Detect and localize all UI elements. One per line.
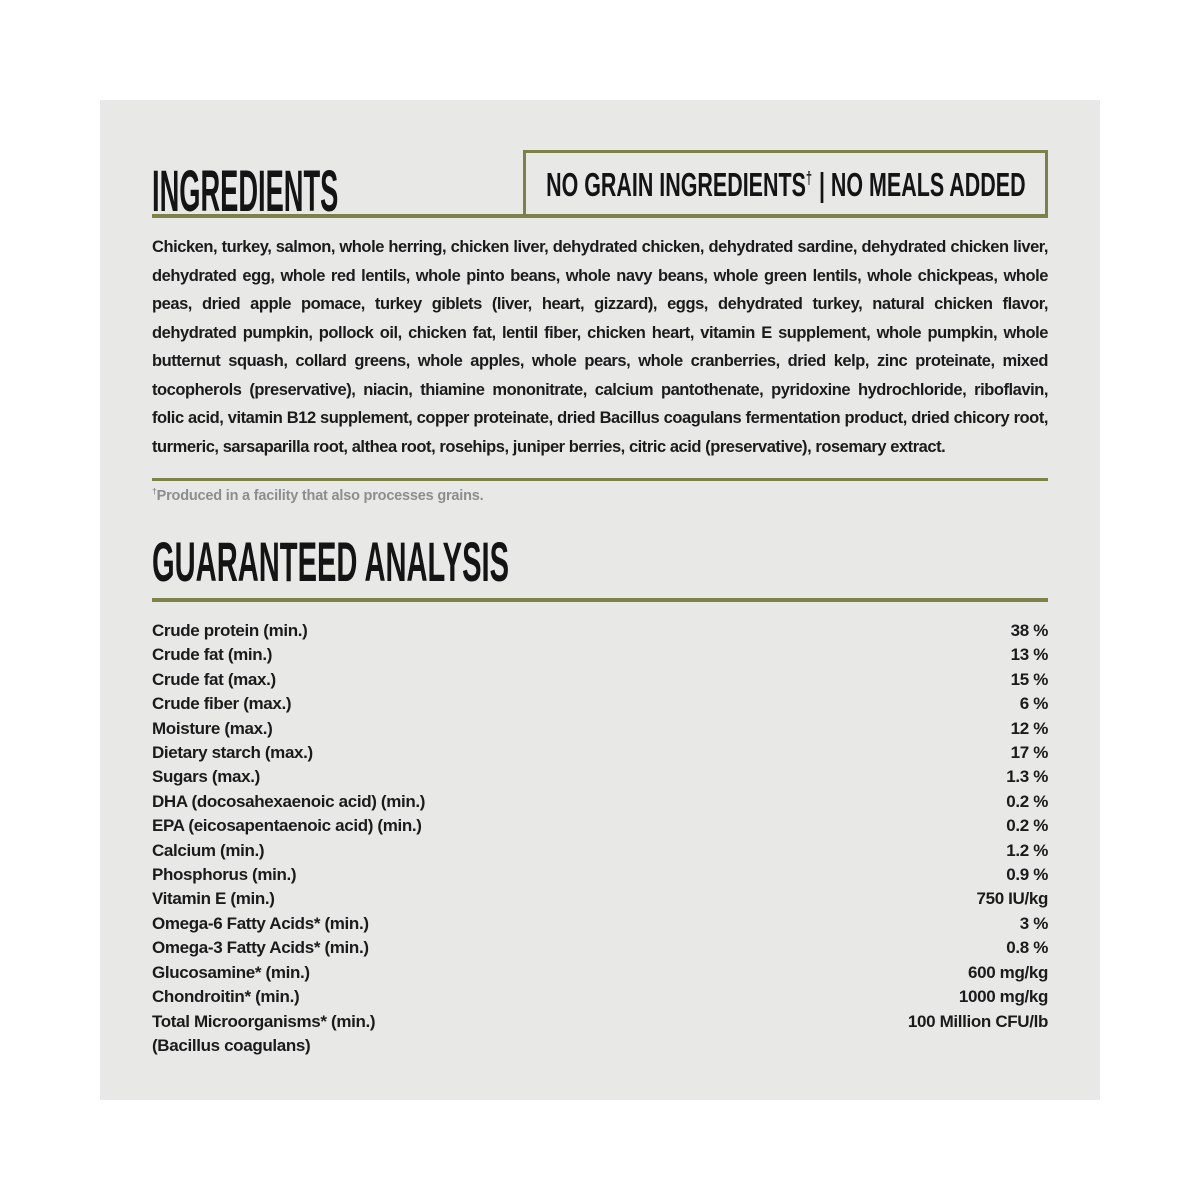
grain-facility-footnote <box>152 488 1048 504</box>
ga-row-label: Chondroitin* (min.) <box>152 987 300 1007</box>
ga-row-label: EPA (eicosapentaenoic acid) (min.) <box>152 816 422 836</box>
ga-row-value: 12 % <box>1010 718 1048 738</box>
table-row <box>152 912 1048 936</box>
table-row <box>152 692 1048 716</box>
ga-row-value: 750 IU/kg <box>976 889 1048 909</box>
ga-row-label: DHA (docosahexaenoic acid) (min.) <box>152 791 426 811</box>
ga-row-label: Sugars (max.) <box>152 767 260 787</box>
table-row <box>152 839 1048 863</box>
ga-row-value: 1.3 % <box>1006 767 1048 787</box>
ga-row-label: Crude fat (max.) <box>152 669 276 689</box>
ga-row-value: 600 mg/kg <box>968 962 1048 982</box>
ga-row-label: Glucosamine* (min.) <box>152 962 310 982</box>
ga-row-value: 0.9 % <box>1006 865 1048 885</box>
ga-row-value: 0.8 % <box>1006 938 1048 958</box>
table-row <box>152 619 1048 643</box>
footnote-text: Produced in a facility that also processes grains. <box>156 488 484 504</box>
footnote-divider <box>152 478 1048 481</box>
ga-row-label: Vitamin E (min.) <box>152 889 275 909</box>
ingredients-paragraph: Chicken, turkey, salmon, whole herring, chicken liver, dehydrated chicken, dehydrated sardine, dehydrated chicken liver, dehydrated egg, whole red lentils, whole pinto beans, whole navy beans, whole green lentils, whole chickpeas, whole peas, dried apple pomace, turkey giblets (liver, heart, gizzard), eggs, dehydrated turkey, natural chicken flavor, dehydrated pumpkin, pollock oil, chicken fat, lentil fiber, chicken heart, vitamin E supplement, whole pumpkin, whole butternut squash, collard greens, whole apples, whole pears, whole cranberries, dried kelp, zinc proteinate, mixed tocopherols (preservative), niacin, thiamine mononitrate, calcium pantothenate, pyridoxine hydrochloride, riboflavin, folic acid, vitamin B12 supplement, copper proteinate, dried Bacillus coagulans fermentation product, dried chicory root, turmeric, sarsaparilla root, althea root, rosehips, juniper berries, citric acid (preservative), rosemary extract. <box>152 238 1048 456</box>
ga-row-label: Moisture (max.) <box>152 718 273 738</box>
ga-row-label: Crude protein (min.) <box>152 621 308 640</box>
ga-row-value: 1.2 % <box>1006 840 1048 860</box>
table-row <box>152 668 1048 692</box>
table-row <box>152 765 1048 789</box>
ga-row-value: 100 Million CFU/lb <box>907 1011 1048 1031</box>
ga-row-label: Dietary starch (max.) <box>152 743 313 763</box>
table-row <box>152 814 1048 838</box>
table-row <box>152 1034 1048 1058</box>
table-row <box>152 887 1048 911</box>
claim-badge <box>523 150 1048 218</box>
ga-row-value: 3 % <box>1019 913 1048 933</box>
ga-row-label: Crude fiber (max.) <box>152 694 292 714</box>
dagger-symbol: † <box>805 167 812 188</box>
table-row <box>152 643 1048 667</box>
table-row <box>152 985 1048 1009</box>
table-row <box>152 1010 1048 1034</box>
ga-row-label: Calcium (min.) <box>152 840 265 860</box>
ingredients-header-row <box>152 150 1048 224</box>
ga-row-value: 6 % <box>1019 694 1048 714</box>
table-row <box>152 741 1048 765</box>
claim-part1: NO GRAIN INGREDIENTS <box>545 165 806 203</box>
ga-row-value: 1000 mg/kg <box>958 987 1048 1007</box>
ga-row-value: 17 % <box>1010 743 1048 763</box>
table-row <box>152 936 1048 960</box>
table-row <box>152 790 1048 814</box>
claim-badge-text <box>545 165 1026 203</box>
table-row <box>152 717 1048 741</box>
ga-row-label: Crude fat (min.) <box>152 645 273 665</box>
table-row <box>152 863 1048 887</box>
guaranteed-analysis-title: GUARANTEED ANALYSIS <box>152 530 510 593</box>
table-row <box>152 961 1048 985</box>
label-card <box>100 100 1100 1100</box>
guaranteed-analysis-table <box>152 619 1048 1058</box>
guaranteed-analysis-divider <box>152 598 1048 602</box>
claim-part2: | NO MEALS ADDED <box>818 165 1026 203</box>
ga-row-value: 0.2 % <box>1006 791 1048 811</box>
ga-row-value: 38 % <box>1010 621 1048 640</box>
ga-row-value: 0.2 % <box>1006 816 1048 836</box>
ga-row-label: Total Microorganisms* (min.) <box>152 1011 376 1031</box>
ingredients-title: INGREDIENTS <box>152 159 339 224</box>
ga-row-value: 15 % <box>1010 669 1048 689</box>
footnote-dagger: † <box>152 486 157 497</box>
ga-row-label: (Bacillus coagulans) <box>152 1035 311 1055</box>
ga-row-label: Omega-3 Fatty Acids* (min.) <box>152 938 369 958</box>
ga-row-label: Phosphorus (min.) <box>152 865 297 885</box>
ga-row-label: Omega-6 Fatty Acids* (min.) <box>152 913 369 933</box>
ga-row-value: 13 % <box>1010 645 1048 665</box>
